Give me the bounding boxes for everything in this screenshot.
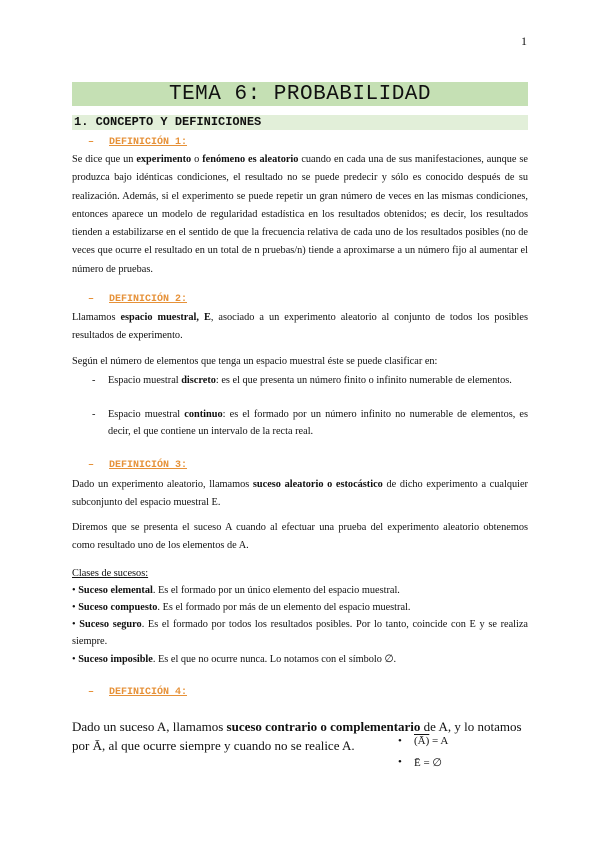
definition-dash: – [88, 687, 95, 698]
definition-label: DEFINICIÓN 3: [109, 460, 188, 471]
definition-4-text: Dado un suceso A, llamamos suceso contrario o complementario de A, y lo notamos por Ā, al que ocurre siempre y cuando no se realice A. [72, 719, 522, 753]
definition-3-text: Dado un experimento aleatorio, llamamos suceso aleatorio o estocástico de dicho experimento a cualquier subconjunto del espacio muestral E. [72, 479, 528, 509]
definition-1-text: Se dice que un experimento o fenómeno es aleatorio cuando en cada una de sus manifestaciones, aunque se produzca bajo idénticas condiciones, el resultado no se puede predecir y sólo es conocido después de su realización. Además, si el experimento se puede repetir un gran número de veces en las mismas condiciones, entonces aparece un modelo de regularidad estadística en los resultados obtenidos; es decir, los resultados tienden a estabilizarse en el sentido de que la frecuencia relativa de cada uno de los resultados posibles (no de veces que ocurre el resultado en un total de n pruebas/n) tiende a aproximarse a un número fijo al aumentar el número de pruebas. [72, 154, 528, 275]
page-number: 1 [521, 34, 527, 48]
classes-title: Clases de sucesos: [72, 568, 149, 579]
list-item: • Suceso seguro. Es el formado por todos los resultados posibles. Por lo tanto, coincide con E y se realiza siempre. [72, 619, 528, 647]
section-heading: 1. CONCEPTO Y DEFINICIONES [72, 115, 528, 130]
definition-dash: – [88, 137, 95, 148]
definition-label: DEFINICIÓN 4: [109, 687, 188, 698]
list-item: • Suceso imposible. Es el que no ocurre nunca. Lo notamos con el símbolo ∅. [72, 654, 397, 665]
definition-dash: – [88, 460, 95, 471]
definition-label: DEFINICIÓN 1: [109, 137, 188, 148]
list-item: • Suceso compuesto. Es el formado por más de un elemento del espacio muestral. [72, 602, 411, 613]
page-title: TEMA 6: PROBABILIDAD [72, 82, 528, 106]
definition-2-text: Llamamos espacio muestral, E, asociado a un experimento aleatorio al conjunto de todos los posibles resultados de experimento. [72, 312, 528, 342]
list-item: • Suceso elemental. Es el formado por un único elemento del espacio muestral. [72, 585, 400, 596]
definition-label: DEFINICIÓN 2: [109, 294, 188, 305]
definition-dash: – [88, 294, 95, 305]
classification-intro: Según el número de elementos que tenga un espacio muestral éste se puede clasificar en: [72, 356, 438, 367]
definition-3-paragraph-2: Diremos que se presenta el suceso A cuando al efectuar una prueba del experimento aleatorio obtenemos como resultado uno de los elementos de A. [72, 522, 528, 552]
